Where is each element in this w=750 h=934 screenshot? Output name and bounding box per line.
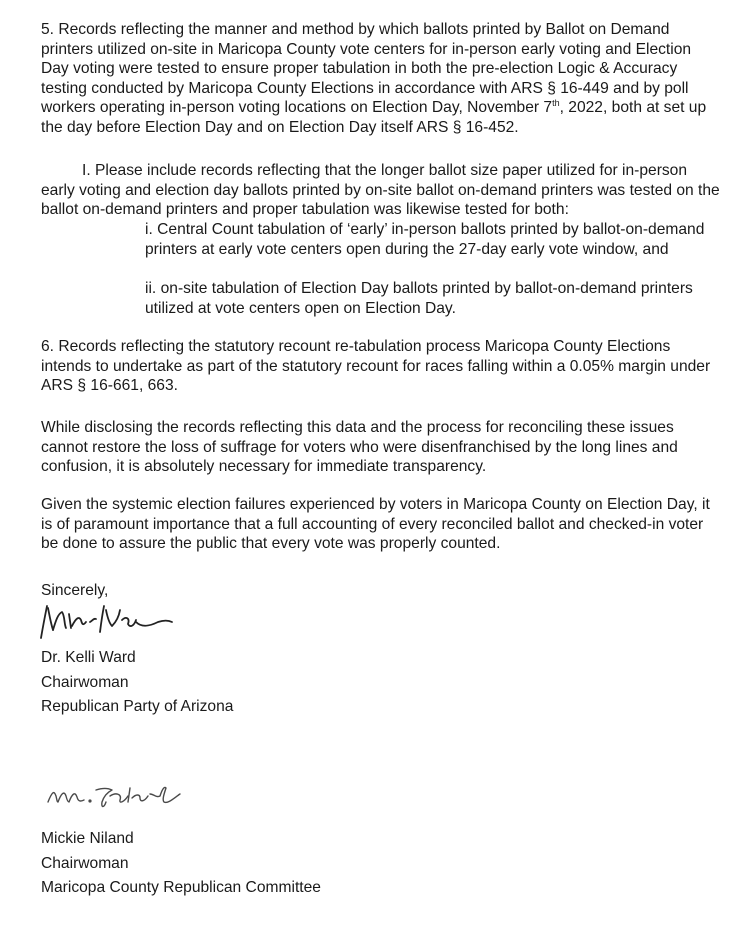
signer-2-name: Mickie Niland: [41, 830, 134, 847]
signer-1-title: Chairwoman: [41, 674, 129, 691]
item-5-sub-i-paragraph: i. Central Count tabulation of ‘early’ in-person ballots printed by ballot-on-demand printers at early vote centers open during the 27-day early vote window, and: [145, 221, 705, 258]
signer-1-org: Republican Party of Arizona: [41, 698, 234, 715]
signature-kelli-ward: [38, 600, 178, 644]
item-5-paragraph: [41, 20, 721, 138]
item-5-text-post: , 2022, both at set up the day before Election Day and on Election Day itself ARS § 16-452.: [41, 99, 707, 136]
disclosing-paragraph: While disclosing the records reflecting this data and the process for reconciling these issues cannot restore the loss of suffrage for voters who were disenfranchised by the long lines and confusion, it is absolutely necessary for immediate transparency.: [41, 419, 678, 476]
signature-mickie-niland: [44, 780, 194, 812]
item-5-text-pre: 5. Records reflecting the manner and method by which ballots printed by Ballot on Demand printers utilized on-site in Maricopa County vote centers for in-person early voting and Election Day voting were tested to ensure proper tabulation in both the pre-election Logic & Accuracy testing conducted by Maricopa County Elections in accordance with ARS § 16-449 and by poll workers operating in-person voting locations on Election Day, November 7: [41, 21, 692, 117]
given-paragraph: Given the systemic election failures experienced by voters in Maricopa County on Election Day, it is of paramount importance that a full accounting of every reconciled ballot and checked-in voter be done to assure the public that every vote was properly counted.: [41, 496, 710, 553]
item-5-sub-I-paragraph: I. Please include records reflecting that the longer ballot size paper utilized for in-person early voting and election day ballots printed by on-site ballot on-demand printers was tested on the ballot on-demand printers and proper tabulation was likewise tested for both:: [41, 162, 720, 219]
signer-2-org: Maricopa County Republican Committee: [41, 879, 321, 896]
signer-1-name: Dr. Kelli Ward: [41, 649, 136, 666]
item-5-superscript: th: [552, 98, 560, 109]
closing-salutation: Sincerely,: [41, 582, 109, 599]
signer-2-title: Chairwoman: [41, 855, 129, 872]
item-6-paragraph: 6. Records reflecting the statutory recount re-tabulation process Maricopa County Elections intends to undertake as part of the statutory recount for races falling within a 0.05% margin under ARS § 16-661, 663.: [41, 338, 711, 395]
item-5-sub-ii-paragraph: ii. on-site tabulation of Election Day ballots printed by ballot-on-demand printers utilized at vote centers open on Election Day.: [145, 280, 693, 317]
